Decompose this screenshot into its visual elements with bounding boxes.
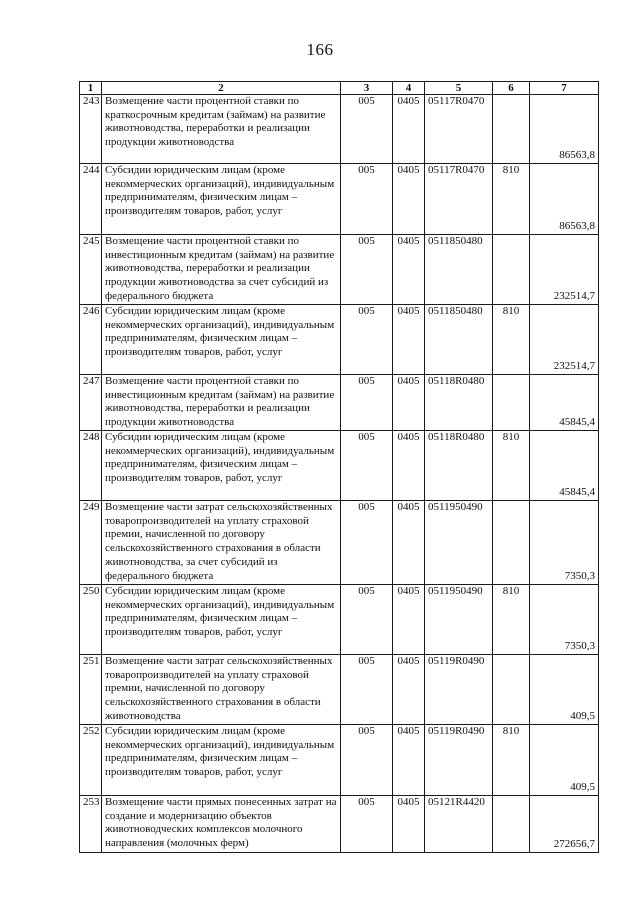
expense-type-code: 810 xyxy=(493,725,530,796)
table-row xyxy=(80,164,599,235)
page-number: 166 xyxy=(306,40,334,59)
row-description: Возмещение части затрат сельскохозяйственных товаропроизводителей на уплату страховой премии, начисленной по договору сельскохозяйственного страхования в области животноводства, за счет субсидий из федерального бюджета xyxy=(102,501,341,585)
section-code: 0405 xyxy=(393,501,425,585)
column-header-1: 1 xyxy=(80,82,102,95)
column-header-7: 7 xyxy=(530,82,599,95)
target-article-code: 05117R0470 xyxy=(425,95,493,164)
section-code: 0405 xyxy=(393,375,425,431)
expense-type-code xyxy=(493,796,530,853)
row-description: Субсидии юридическим лицам (кроме некоммерческих организаций), индивидуальным предпринимателям, физическим лицам – производителям товаров, работ, услуг xyxy=(102,585,341,655)
table-row xyxy=(80,725,599,796)
section-code: 0405 xyxy=(393,796,425,853)
ministry-code: 005 xyxy=(341,95,393,164)
section-code: 0405 xyxy=(393,164,425,235)
target-article-code: 0511850480 xyxy=(425,305,493,375)
amount: 232514,7 xyxy=(530,235,599,305)
target-article-code: 05119R0490 xyxy=(425,655,493,725)
ministry-code: 005 xyxy=(341,725,393,796)
row-number: 253 xyxy=(80,796,102,853)
expense-type-code xyxy=(493,375,530,431)
row-number: 250 xyxy=(80,585,102,655)
expense-type-code: 810 xyxy=(493,585,530,655)
target-article-code: 05118R0480 xyxy=(425,431,493,501)
row-number: 245 xyxy=(80,235,102,305)
table-row xyxy=(80,235,599,305)
amount: 86563,8 xyxy=(530,95,599,164)
row-number: 246 xyxy=(80,305,102,375)
expense-type-code xyxy=(493,235,530,305)
expense-type-code: 810 xyxy=(493,431,530,501)
amount: 232514,7 xyxy=(530,305,599,375)
column-header-6: 6 xyxy=(493,82,530,95)
row-description: Субсидии юридическим лицам (кроме некоммерческих организаций), индивидуальным предпринимателям, физическим лицам – производителям товаров, работ, услуг xyxy=(102,164,341,235)
table-row xyxy=(80,431,599,501)
column-header-5: 5 xyxy=(425,82,493,95)
section-code: 0405 xyxy=(393,725,425,796)
row-number: 248 xyxy=(80,431,102,501)
amount: 45845,4 xyxy=(530,431,599,501)
section-code: 0405 xyxy=(393,655,425,725)
expense-type-code: 810 xyxy=(493,305,530,375)
column-header-2: 2 xyxy=(102,82,341,95)
row-number: 244 xyxy=(80,164,102,235)
table-row xyxy=(80,501,599,585)
amount: 409,5 xyxy=(530,725,599,796)
target-article-code: 05118R0480 xyxy=(425,375,493,431)
budget-table xyxy=(79,81,599,853)
ministry-code: 005 xyxy=(341,796,393,853)
table-row xyxy=(80,375,599,431)
ministry-code: 005 xyxy=(341,501,393,585)
row-number: 243 xyxy=(80,95,102,164)
header-row xyxy=(80,82,599,95)
amount: 7350,3 xyxy=(530,501,599,585)
row-description: Возмещение части прямых понесенных затрат на создание и модернизацию объектов животноводческих комплексов молочного направления (молочных ферм) xyxy=(102,796,341,853)
amount: 409,5 xyxy=(530,655,599,725)
row-description: Возмещение части процентной ставки по инвестиционным кредитам (займам) на развитие животноводства, переработки и реализации продукции животноводства xyxy=(102,375,341,431)
section-code: 0405 xyxy=(393,95,425,164)
ministry-code: 005 xyxy=(341,585,393,655)
expense-type-code: 810 xyxy=(493,164,530,235)
target-article-code: 05119R0490 xyxy=(425,725,493,796)
target-article-code: 0511950490 xyxy=(425,501,493,585)
target-article-code: 05121R4420 xyxy=(425,796,493,853)
column-header-3: 3 xyxy=(341,82,393,95)
row-number: 252 xyxy=(80,725,102,796)
ministry-code: 005 xyxy=(341,164,393,235)
section-code: 0405 xyxy=(393,585,425,655)
row-description: Возмещение части процентной ставки по инвестиционным кредитам (займам) на развитие животноводства, переработки и реализации продукции животноводства за счет субсидий из федерального бюджета xyxy=(102,235,341,305)
expense-type-code xyxy=(493,501,530,585)
ministry-code: 005 xyxy=(341,235,393,305)
row-description: Возмещение части затрат сельскохозяйственных товаропроизводителей на уплату страховой премии, начисленной по договору сельскохозяйственного страхования в области животноводства xyxy=(102,655,341,725)
amount: 272656,7 xyxy=(530,796,599,853)
column-header-4: 4 xyxy=(393,82,425,95)
section-code: 0405 xyxy=(393,305,425,375)
row-description: Субсидии юридическим лицам (кроме некоммерческих организаций), индивидуальным предпринимателям, физическим лицам – производителям товаров, работ, услуг xyxy=(102,431,341,501)
target-article-code: 0511850480 xyxy=(425,235,493,305)
section-code: 0405 xyxy=(393,235,425,305)
amount: 45845,4 xyxy=(530,375,599,431)
amount: 7350,3 xyxy=(530,585,599,655)
row-description: Возмещение части процентной ставки по краткосрочным кредитам (займам) на развитие животноводства, переработки и реализации продукции животноводства xyxy=(102,95,341,164)
ministry-code: 005 xyxy=(341,375,393,431)
ministry-code: 005 xyxy=(341,431,393,501)
row-number: 247 xyxy=(80,375,102,431)
table-row xyxy=(80,796,599,853)
row-number: 251 xyxy=(80,655,102,725)
ministry-code: 005 xyxy=(341,305,393,375)
table-row xyxy=(80,95,599,164)
expense-type-code xyxy=(493,95,530,164)
row-number: 249 xyxy=(80,501,102,585)
amount: 86563,8 xyxy=(530,164,599,235)
ministry-code: 005 xyxy=(341,655,393,725)
table-row xyxy=(80,655,599,725)
section-code: 0405 xyxy=(393,431,425,501)
table-row xyxy=(80,585,599,655)
row-description: Субсидии юридическим лицам (кроме некоммерческих организаций), индивидуальным предпринимателям, физическим лицам – производителям товаров, работ, услуг xyxy=(102,305,341,375)
table-row xyxy=(80,305,599,375)
target-article-code: 05117R0470 xyxy=(425,164,493,235)
row-description: Субсидии юридическим лицам (кроме некоммерческих организаций), индивидуальным предпринимателям, физическим лицам – производителям товаров, работ, услуг xyxy=(102,725,341,796)
target-article-code: 0511950490 xyxy=(425,585,493,655)
expense-type-code xyxy=(493,655,530,725)
